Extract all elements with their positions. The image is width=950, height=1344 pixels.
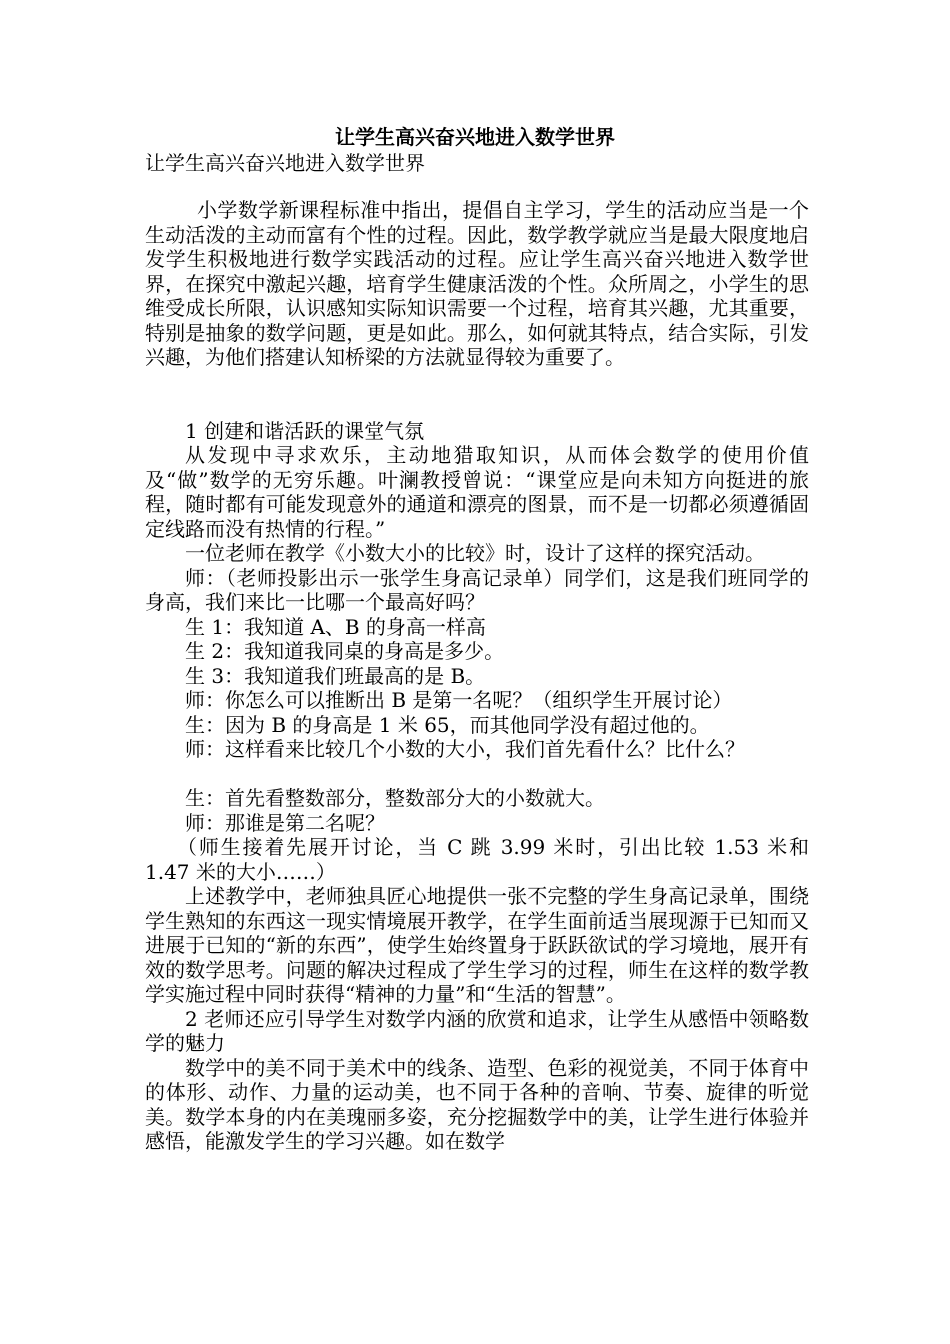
dialogue-line: 师：（老师投影出示一张学生身高记录单）同学们，这是我们班同学的身高，我们来比一比哪一个最高好吗？ [145, 565, 809, 614]
dialogue-line: 生：首先看整数部分，整数部分大的小数就大。 [185, 786, 605, 810]
body-paragraph: 一位老师在教学《小数大小的比较》时，设计了这样的探究活动。 [185, 541, 765, 565]
body-paragraph: 数学中的美不同于美术中的线条、造型、色彩的视觉美，不同于体育中的体形、动作、力量的运动美，也不同于各种的音响、节奏、旋律的听觉美。数学本身的内在美瑰丽多姿，充分挖掘数学中的美，让学生进行体验并感悟，能激发学生的学习兴趣。如在数学 [145, 1055, 809, 1153]
document-subtitle: 让学生高兴奋兴地进入数学世界 [145, 151, 425, 175]
dialogue-line: 师：这样看来比较几个小数的大小，我们首先看什么？比什么？ [185, 737, 745, 761]
intro-paragraph: 小学数学新课程标准中指出，提倡自主学习，学生的活动应当是一个生动活泼的主动而富有个性的过程。因此，数学教学就应当是最大限度地启发学生积极地进行数学实践活动的过程。应让学生高兴奋兴地进入数学世界，在探究中激起兴趣，培育学生健康活泼的个性。众所周之，小学生的思维受成长所限，认识感知实际知识需要一个过程，培育其兴趣，尤其重要，特别是抽象的数学问题，更是如此。那么，如何就其特点，结合实际，引发兴趣，为他们搭建认知桥梁的方法就显得较为重要了。 [145, 198, 809, 369]
document-title: 让学生高兴奋兴地进入数学世界 [335, 125, 615, 149]
dialogue-line: 生 3：我知道我们班最高的是 B。 [185, 663, 486, 688]
dialogue-line: 师：那谁是第二名呢？ [185, 810, 385, 835]
section-heading-1: 1 创建和谐活跃的课堂气氛 [185, 418, 425, 443]
dialogue-line: 生：因为 B 的身高是 1 米 65，而其他同学没有超过他的。 [185, 712, 710, 737]
blank-line [145, 394, 809, 419]
body-paragraph: 上述教学中，老师独具匠心地提供一张不完整的学生身高记录单，围绕学生熟知的东西这一现实情境展开教学，在学生面前适当展现源于已知而又进展于已知的“新的东西”，使学生始终置身于跃跃欲试的学习境地，展开有效的数学思考。问题的解决过程成了学生学习的过程，师生在这样的数学教学实施过程中同时获得“精神的力量”和“生活的智慧”。 [145, 884, 809, 1006]
dialogue-line: 师：你怎么可以推断出 B 是第一名呢？（组织学生开展讨论） [185, 688, 733, 712]
blank-line [145, 762, 809, 787]
document-body [145, 198, 809, 1154]
section-heading-2: 2 老师还应引导学生对数学内涵的欣赏和追求，让学生从感悟中领略数学的魅力 [145, 1006, 809, 1055]
dialogue-line: （师生接着先展开讨论，当 C 跳 3.99 米时，引出比较 1.53 米和 1.47 米的大小……） [145, 835, 809, 884]
dialogue-line: 生 1：我知道 A、B 的身高一样高 [185, 614, 486, 639]
dialogue-line: 生 2：我知道我同桌的身高是多少。 [185, 639, 505, 663]
body-paragraph: 从发现中寻求欢乐，主动地猎取知识，从而体会数学的使用价值及“做”数学的无穷乐趣。叶澜教授曾说：“课堂应是向未知方向挺进的旅程，随时都有可能发现意外的通道和漂亮的图景，而不是一切都必须遵循固定线路而没有热情的行程。” [145, 443, 809, 541]
blank-line [145, 370, 809, 395]
